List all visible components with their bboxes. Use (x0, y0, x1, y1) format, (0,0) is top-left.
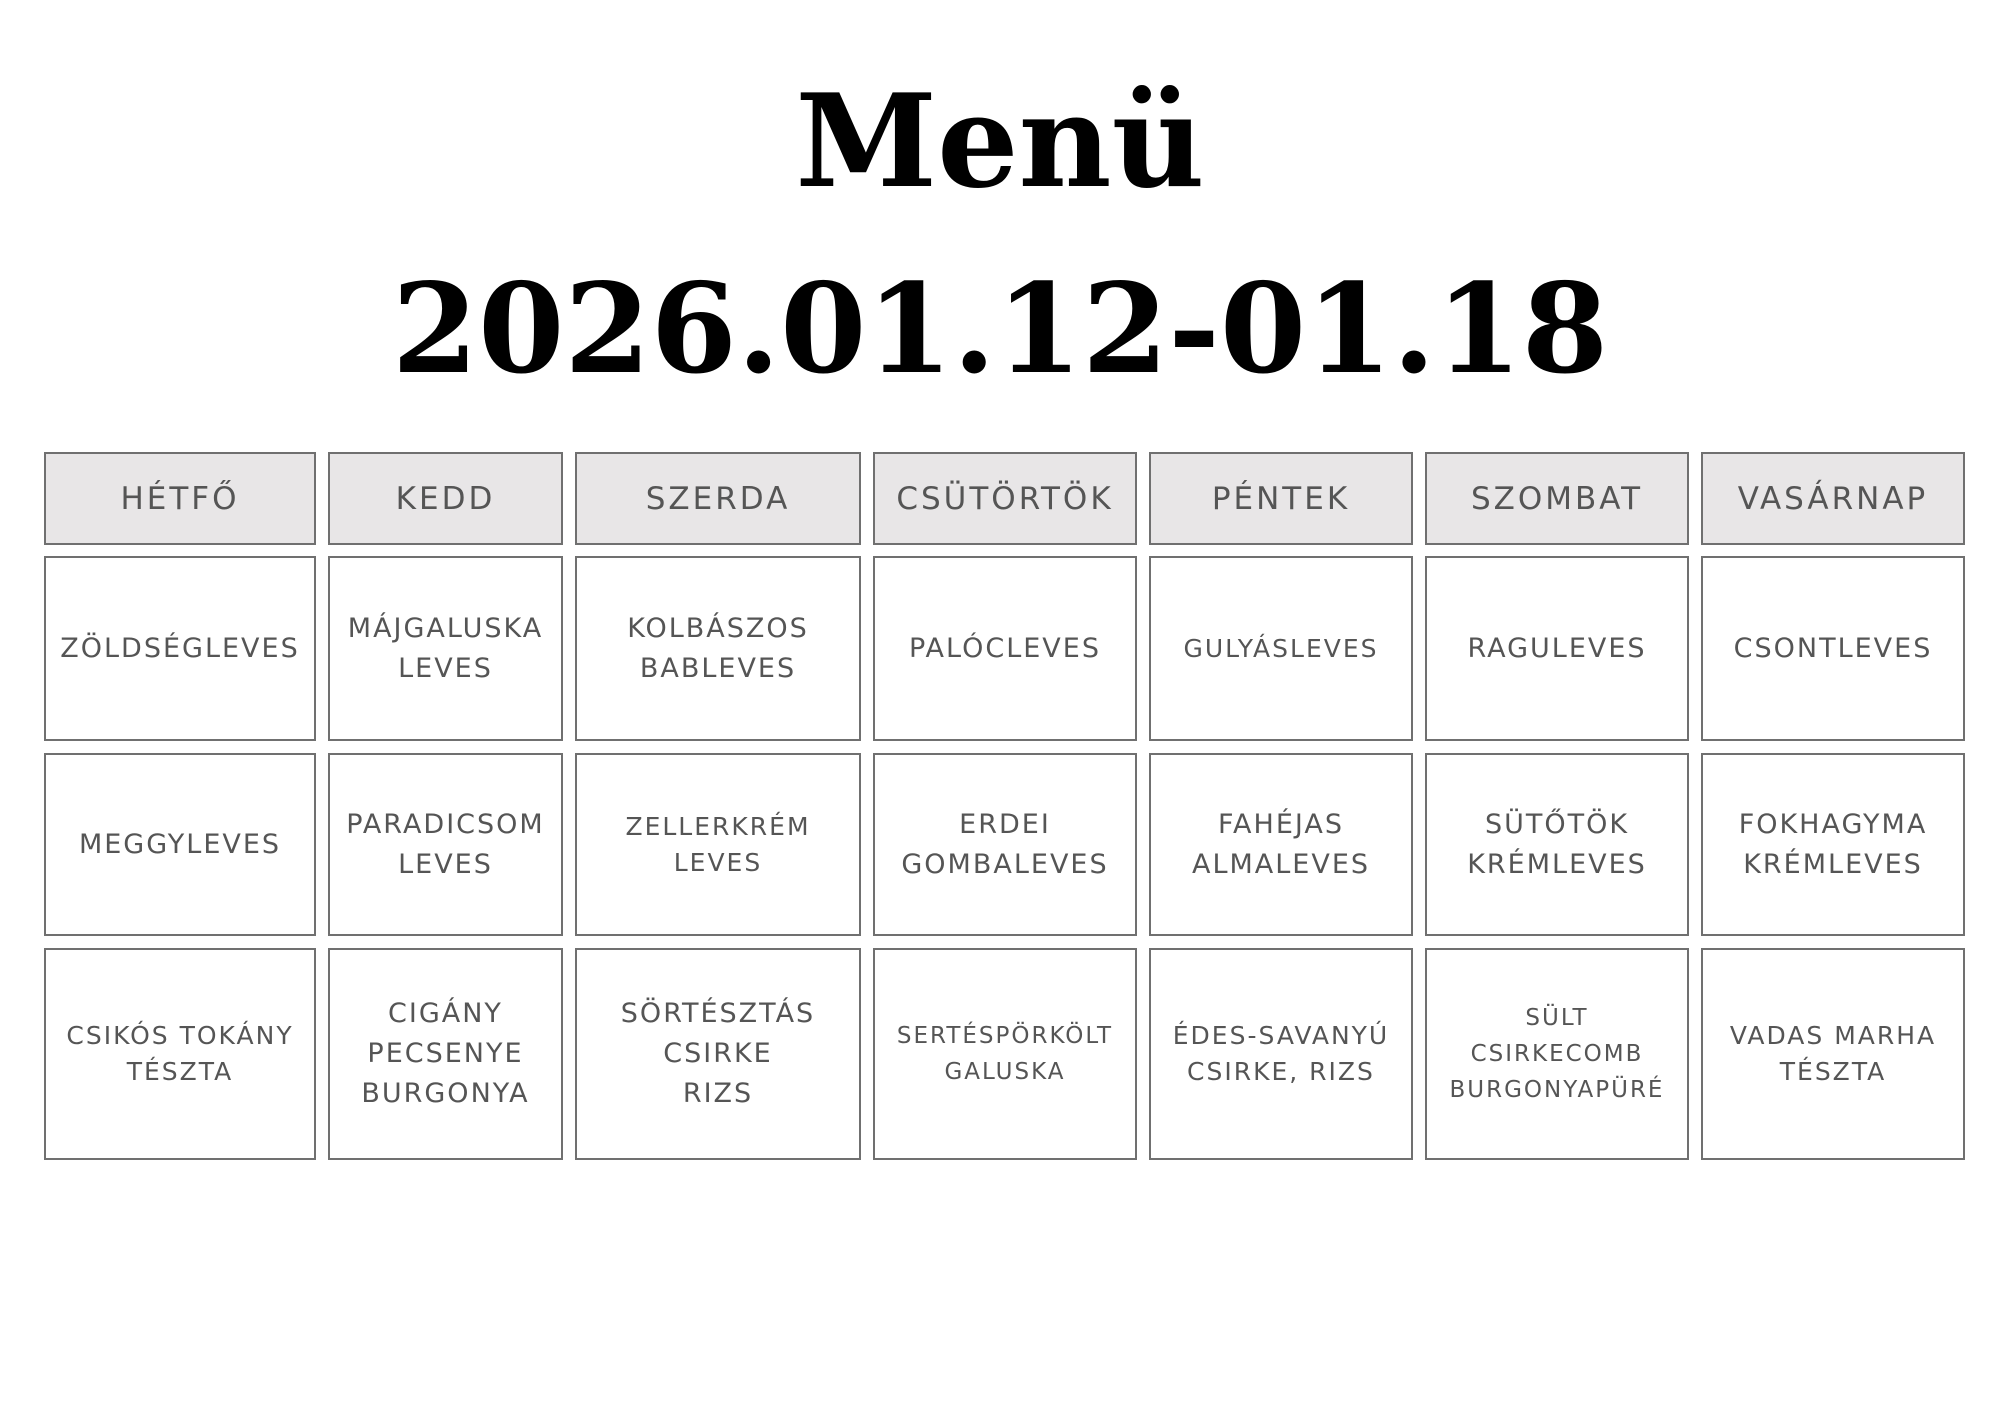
menu-cell-soup-tuesday: MÁJGALUSKA LEVES (328, 556, 563, 741)
menu-cell-main-monday: CSIKÓS TOKÁNY TÉSZTA (44, 948, 316, 1160)
menu-cell-soup-saturday: RAGULEVES (1425, 556, 1689, 741)
day-header-tuesday: KEDD (328, 452, 563, 545)
menu-cell-main-thursday: SERTÉSPÖRKÖLT GALUSKA (873, 948, 1137, 1160)
menu-cell-main-wednesday: SÖRTÉSZTÁS CSIRKE RIZS (575, 948, 861, 1160)
day-header-monday: HÉTFŐ (44, 452, 316, 545)
date-range: 2026.01.12-01.18 (391, 257, 1609, 402)
menu-cell-soup-monday: ZÖLDSÉGLEVES (44, 556, 316, 741)
menu-cell-soup-sunday: CSONTLEVES (1701, 556, 1965, 741)
menu-cell-main-tuesday: CIGÁNY PECSENYE BURGONYA (328, 948, 563, 1160)
menu-cell-soup2-saturday: SÜTŐTÖK KRÉMLEVES (1425, 753, 1689, 936)
menu-cell-soup2-tuesday: PARADICSOM LEVES (328, 753, 563, 936)
page-title: Menü (795, 67, 1205, 217)
day-header-thursday: CSÜTÖRTÖK (873, 452, 1137, 545)
menu-cell-main-saturday: SÜLT CSIRKECOMB BURGONYAPÜRÉ (1425, 948, 1689, 1160)
menu-cell-soup2-friday: FAHÉJAS ALMALEVES (1149, 753, 1413, 936)
menu-cell-soup2-monday: MEGGYLEVES (44, 753, 316, 936)
menu-cell-main-friday: ÉDES-SAVANYÚ CSIRKE, RIZS (1149, 948, 1413, 1160)
menu-cell-soup2-sunday: FOKHAGYMA KRÉMLEVES (1701, 753, 1965, 936)
menu-cell-soup2-thursday: ERDEI GOMBALEVES (873, 753, 1137, 936)
menu-cell-soup-friday: GULYÁSLEVES (1149, 556, 1413, 741)
menu-cell-soup2-wednesday: ZELLERKRÉM LEVES (575, 753, 861, 936)
day-header-friday: PÉNTEK (1149, 452, 1413, 545)
menu-cell-soup-thursday: PALÓCLEVES (873, 556, 1137, 741)
day-header-sunday: VASÁRNAP (1701, 452, 1965, 545)
menu-cell-main-sunday: VADAS MARHA TÉSZTA (1701, 948, 1965, 1160)
day-header-saturday: SZOMBAT (1425, 452, 1689, 545)
day-header-wednesday: SZERDA (575, 452, 861, 545)
menu-cell-soup-wednesday: KOLBÁSZOS BABLEVES (575, 556, 861, 741)
